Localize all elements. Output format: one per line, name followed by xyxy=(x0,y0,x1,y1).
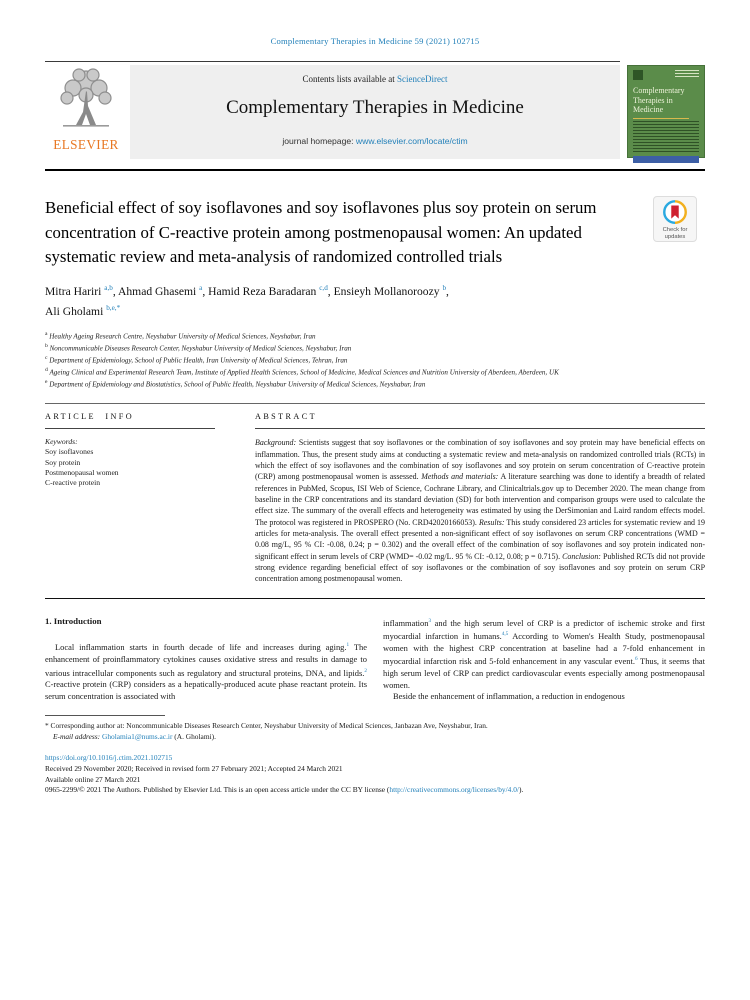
article-title: Beneficial effect of soy isoflavones and soy isoflavones plus soy protein on serum concentration of C-reactive protein among postmenopausal women: An updated systematic review and meta-analysis of randomized controlled trials xyxy=(45,198,597,267)
cover-accent-line xyxy=(633,118,689,120)
cover-logo-icon xyxy=(633,70,643,80)
body-left-column xyxy=(45,616,367,703)
info-top-rule xyxy=(45,403,705,404)
doi-link[interactable]: https://doi.org/10.1016/j.ctim.2021.102715 xyxy=(45,753,173,763)
footnote-rule xyxy=(45,715,165,716)
copyright-line: 0965-2299/© 2021 The Authors. Published by Elsevier Ltd. This is an open access article under the CC BY license (http://creativecommons.org/licenses/by/4.0/). xyxy=(45,785,524,795)
article-info-column xyxy=(45,412,215,584)
journal-banner xyxy=(130,65,620,159)
affiliation-item: $^c$ Department of Epidemiology, School of Public Health, Iran University of Medical Sciences, Tehran, Iran xyxy=(45,354,348,365)
header-bottom-rule xyxy=(45,169,705,171)
check-for-updates-icon xyxy=(661,199,689,227)
sciencedirect-link[interactable]: ScienceDirect xyxy=(397,74,448,84)
elsevier-wordmark: ELSEVIER xyxy=(53,137,119,152)
abstract-text: Background: Scientists suggest that soy isoflavones or the combination of soy isoflavones and soy protein may have beneficial effects on inflammation. Thus, the present study aims at conducting a systematic review and meta-analysis on randomized controlled trials (RCTs) in which the effect of soy isoflavones and the combination of soy isoflavones and soy protein on serum concentration of C-reactive protein (CRP) among postmenopausal women is assessed. Methods and materials: A literature searching was done to identify a breadth of related references in PubMed, Scopus, ISI Web of Science, Cochrane Library, and Clinicaltrials.gov up to December 2020. The mean change from baseline in the CRP concentrations and its standard deviation (SD) for both intervention and comparison groups were used to calculate the effect size. The summary of the overall effects and heterogeneity was estimated by using the DerSimonian and Laird random effects model. The protocol was registered in PROSPERO (No. CRD42020166053). Results: This study considered 23 articles for systematic review and 19 articles for meta-analysis. The overall effect presented a non-significant effect of soy isoflavones on serum CRP concentrations (WMD = 0.08 mg/L, 95 % CI: -0.08, 0.24; p = 0.302) and the overall effect of the combination of soy isoflavones and soy protein indicated non-significant effect in serum levels of CRP (WMD= -0.02 mg/L. 95 % CI: -0.12, 0.08; p = 0.715). Conclusion: Published RCTs did not provide strong evidence regarding beneficial effect of soy isoflavones or the combination of soy isoflavones and soy protein on serum CRP concentration among postmenopausal women. xyxy=(255,438,706,584)
superscript-ref[interactable]: 1 xyxy=(346,642,350,649)
affiliation-item: $^a$ Healthy Ageing Research Centre, Neyshabur University of Medical Sciences, Neyshabur, Iran xyxy=(45,330,316,340)
journal-title: Complementary Therapies in Medicine xyxy=(226,97,524,118)
footnote-block xyxy=(45,715,705,742)
author-list: Mitra Hariri $^{a,b}$, Ahmad Ghasemi $^a$, Hamid Reza Baradaran $^{c,d}$, Ensieyh Mollanoroozy $^b$, Ali Gholami $^{b,e,*}$ xyxy=(45,283,449,318)
superscript-ref[interactable]: a,b xyxy=(104,283,113,292)
keyword-item: Soy protein xyxy=(45,457,81,467)
contents-line: Contents lists available at ScienceDirect xyxy=(302,74,448,84)
superscript-ref[interactable]: 2 xyxy=(364,667,367,674)
body-paragraph: Local inflammation starts in fourth decade of life and increases during aging.$^1$ The enhancement of proinflammatory cytokines causes oxidative stress and results in damage to various intracellular components such as regulatory and structural proteins, DNA, and lipids.$^2$ C-reactive protein (CRP) considers as a hepatically-produced acute phase reactant protein. Its serum concentration is associated with xyxy=(45,642,367,701)
publication-history xyxy=(45,764,705,796)
keyword-item: Soy isoflavones xyxy=(45,447,94,457)
affiliation-item: $^e$ Department of Epidemiology and Biostatistics, School of Public Health, Neyshabur University of Medical Sciences, Neyshabur, Iran xyxy=(45,379,426,389)
body-paragraph: Beside the enhancement of inflammation, a reduction in endogenous xyxy=(393,691,625,702)
journal-homepage-link[interactable]: www.elsevier.com/locate/ctim xyxy=(355,136,468,146)
keywords-label: Keywords: xyxy=(45,437,78,447)
affiliation-item: $^d$ Ageing Clinical and Experimental Research Team, Institute of Applied Health Sciences, School of Medicine, Medical Sciences and Nutrition University of Aberdeen, Aberdeen, UK xyxy=(45,366,559,377)
keywords-block xyxy=(45,437,215,488)
abstract-bottom-rule xyxy=(45,598,705,599)
check-for-updates-badge[interactable] xyxy=(653,196,697,242)
cover-title: Complementary Therapies in Medicine xyxy=(633,86,685,114)
email-line: E-mail address: Gholamia1@nums.ac.ir (A. Gholami). xyxy=(53,731,216,741)
keyword-item: C-reactive protein xyxy=(45,478,101,488)
abstract-column xyxy=(255,412,705,584)
section-heading-introduction: 1. Introduction xyxy=(45,615,102,626)
affiliation-item: $^b$ Noncommunicable Diseases Research Center, Neyshabur University of Medical Sciences, Neyshabur, Iran xyxy=(45,342,352,353)
article-info-heading: ARTICLE INFO xyxy=(45,412,215,429)
body-columns xyxy=(45,616,705,703)
corresponding-author-note: * Corresponding author at: Noncommunicable Diseases Research Center, Neyshabur University of Medical Sciences, Janbazan Ave, Neyshabur, Iran. xyxy=(45,721,488,731)
keyword-item: Postmenopausal women xyxy=(45,467,119,477)
body-paragraph: inflammation$^3$ and the high serum level of CRP is a predictor of ischemic stroke and first myocardial infarction in humans.$^{4,5}$ According to Women's Health Study, postmenopausal women with the highest CRP concentration at baseline had a 7-fold enhancement in myocardial infarction risk and 5-fold enhancement in any vascular event.$^6$ Thus, it seems that high serum level of CRP can predict cardiovascular events especially among postmenopausal women. xyxy=(383,617,705,690)
superscript-ref[interactable]: a xyxy=(199,283,203,292)
superscript-ref[interactable]: 6 xyxy=(634,656,638,663)
body-right-column xyxy=(383,616,705,703)
abstract-heading: ABSTRACT xyxy=(255,412,705,429)
superscript-ref[interactable]: c,d xyxy=(319,283,328,292)
elsevier-logo[interactable] xyxy=(45,67,127,153)
inline-link[interactable]: http://creativecommons.org/licenses/by/4.0/ xyxy=(389,785,519,795)
available-online-date: Available online 27 March 2021 xyxy=(45,774,141,784)
superscript-ref[interactable]: b xyxy=(442,283,447,292)
received-dates: Received 29 November 2020; Received in revised form 27 February 2021; Accepted 24 March 2021 xyxy=(45,764,343,774)
superscript-ref[interactable]: 4,5 xyxy=(501,631,509,638)
cover-bottom-band xyxy=(633,156,699,163)
superscript-ref[interactable]: 3 xyxy=(428,617,432,624)
cover-article-list xyxy=(633,121,699,153)
journal-citation-link[interactable]: Complementary Therapies in Medicine 59 (2021) 102715 xyxy=(270,36,480,46)
email-link[interactable]: Gholamia1@nums.ac.ir xyxy=(102,731,173,741)
journal-header xyxy=(45,62,705,164)
homepage-line: journal homepage: www.elsevier.com/locate/ctim xyxy=(282,136,468,146)
superscript-ref[interactable]: b,e,* xyxy=(106,304,121,313)
affiliation-list xyxy=(45,330,705,391)
cover-issue-info xyxy=(675,70,699,77)
journal-cover-thumbnail[interactable] xyxy=(627,65,705,158)
badge-label: Check for updates xyxy=(662,227,688,240)
elsevier-tree-icon xyxy=(57,67,115,131)
